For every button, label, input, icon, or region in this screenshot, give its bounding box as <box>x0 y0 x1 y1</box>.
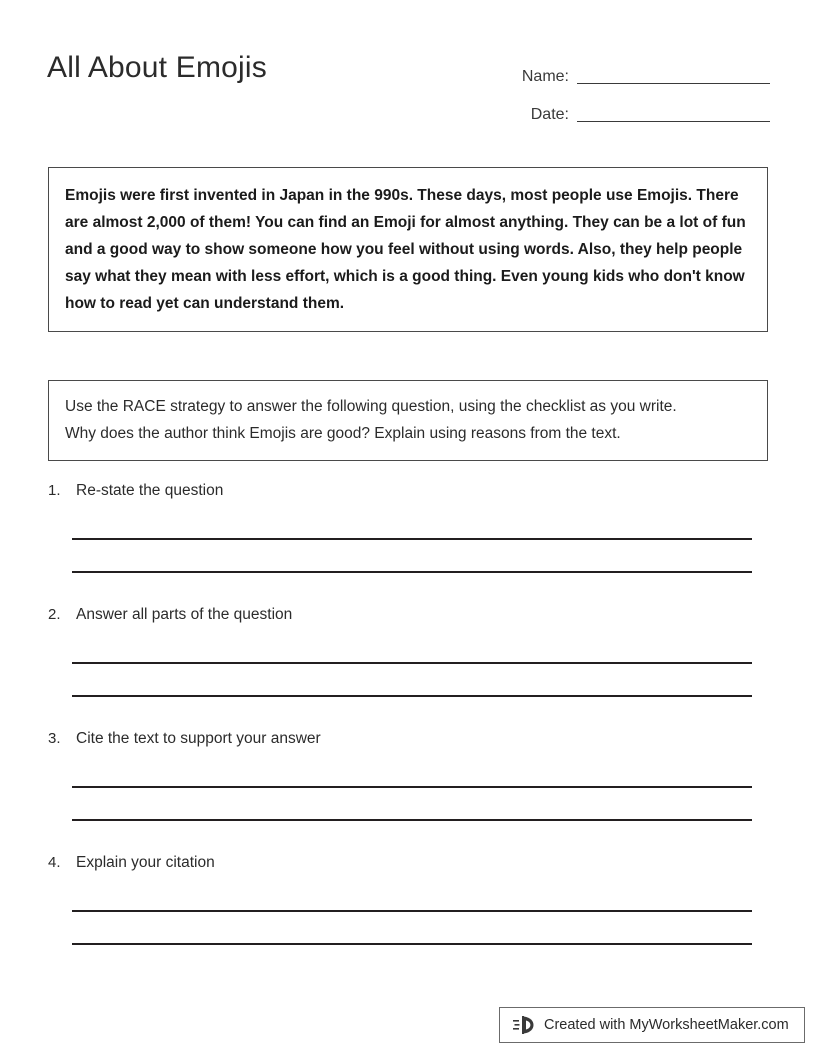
step-header <box>0 606 816 624</box>
step-label: Answer all parts of the question <box>76 606 293 623</box>
checklist-step <box>0 854 816 978</box>
passage-box <box>48 167 768 332</box>
page-title: All About Emojis <box>47 51 267 84</box>
step-header <box>0 854 816 872</box>
date-label: Date: <box>530 106 569 123</box>
answer-write-line[interactable] <box>72 943 752 945</box>
answer-lines <box>72 786 752 821</box>
answer-lines <box>72 910 752 945</box>
checklist-step <box>0 730 816 854</box>
worksheet-maker-logo-icon <box>513 1014 537 1036</box>
name-row <box>470 50 770 88</box>
name-label: Name: <box>521 68 569 85</box>
question-box <box>48 380 768 461</box>
step-label: Cite the text to support your answer <box>76 730 321 747</box>
step-label: Re-state the question <box>76 482 224 499</box>
answer-write-line[interactable] <box>72 538 752 540</box>
step-number: 4. <box>48 854 61 871</box>
checklist-step <box>0 482 816 606</box>
step-number: 1. <box>48 482 61 499</box>
question-instruction: Use the RACE strategy to answer the following question, using the checklist as you write. <box>65 398 677 415</box>
step-number: 3. <box>48 730 61 747</box>
created-with-badge[interactable] <box>499 1007 805 1043</box>
answer-write-line[interactable] <box>72 786 752 788</box>
date-input-line[interactable] <box>577 121 770 122</box>
step-header <box>0 482 816 500</box>
worksheet-header <box>0 0 816 140</box>
name-date-block <box>470 50 770 126</box>
step-header <box>0 730 816 748</box>
name-input-line[interactable] <box>577 83 770 84</box>
step-number: 2. <box>48 606 61 623</box>
answer-write-line[interactable] <box>72 910 752 912</box>
answer-lines <box>72 538 752 573</box>
answer-write-line[interactable] <box>72 695 752 697</box>
race-checklist <box>0 482 816 978</box>
question-prompt: Why does the author think Emojis are good? Explain using reasons from the text. <box>65 425 621 442</box>
badge-label: Created with MyWorksheetMaker.com <box>544 1017 789 1033</box>
step-label: Explain your citation <box>76 854 215 871</box>
answer-write-line[interactable] <box>72 819 752 821</box>
passage-text: Emojis were first invented in Japan in the 990s. These days, most people use Emojis. There are almost 2,000 of them! You can find an Emoji for almost anything. They can be a lot of fun and a good way to show someone how you feel without using words. Also, they help people say what they mean with less effort, which is a good thing. Even young kids who don't know how to read yet can understand them. <box>65 187 746 312</box>
answer-write-line[interactable] <box>72 571 752 573</box>
date-row <box>470 88 770 126</box>
answer-write-line[interactable] <box>72 662 752 664</box>
checklist-step <box>0 606 816 730</box>
answer-lines <box>72 662 752 697</box>
